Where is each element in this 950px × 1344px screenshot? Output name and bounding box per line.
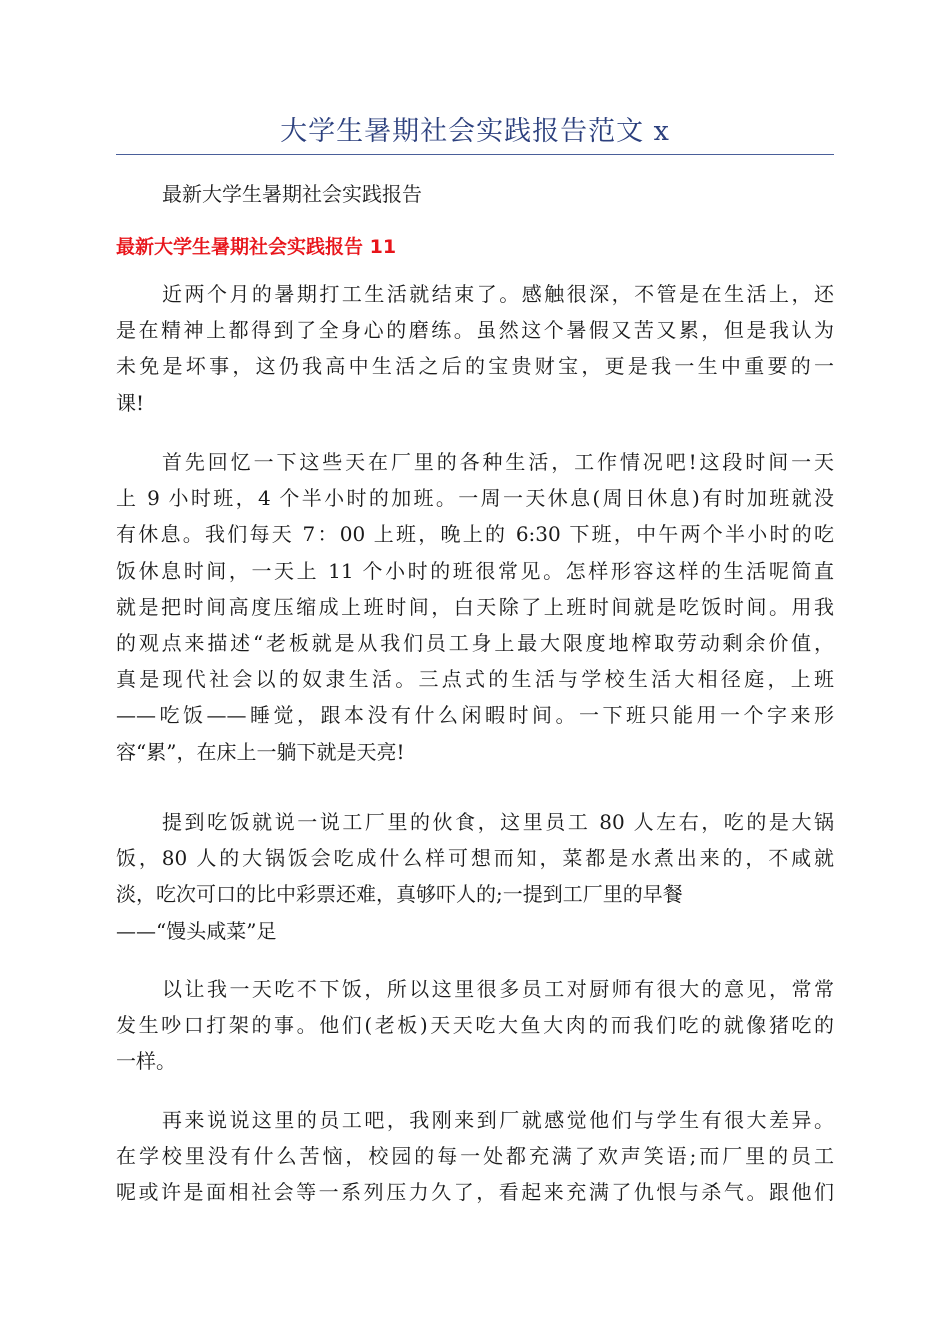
paragraph-line: 再来说说这里的员工吧，我刚来到厂就感觉他们与学生有很大差异。 — [162, 1108, 834, 1132]
paragraph-line: 提到吃饭就说一说工厂里的伙食，这里员工 80 人左右，吃的是大锅 — [162, 810, 834, 834]
section-heading: 最新大学生暑期社会实践报告 11 — [116, 236, 397, 258]
paragraph-line: 呢或许是面相社会等一系列压力久了，看起来充满了仇恨与杀气。跟他们 — [116, 1180, 834, 1205]
document-subtitle: 最新大学生暑期社会实践报告 — [162, 182, 422, 206]
paragraph-3 — [116, 804, 834, 949]
paragraph-line: 课! — [116, 390, 145, 415]
title-underline — [116, 154, 834, 155]
paragraph-line: 发生吵口打架的事。他们(老板)天天吃大鱼大肉的而我们吃的就像猪吃的 — [116, 1013, 834, 1038]
paragraph-line: 在学校里没有什么苦恼，校园的每一处都充满了欢声笑语;而厂里的员工 — [116, 1144, 834, 1169]
paragraph-line: 饭休息时间，一天上 11 个小时的班很常见。怎样形容这样的生活呢简直 — [116, 558, 834, 583]
paragraph-line: 未免是坏事，这仍我高中生活之后的宝贵财宝，更是我一生中重要的一 — [116, 354, 834, 379]
paragraph-line: 有休息。我们每天 7：00 上班，晚上的 6:30 下班，中午两个半小时的吃 — [116, 522, 834, 547]
paragraph-2 — [116, 444, 834, 770]
paragraph-line: 近两个月的暑期打工生活就结束了。感触很深，不管是在生活上，还 — [162, 282, 834, 306]
paragraph-line: 容“累”，在床上一躺下就是天亮! — [116, 739, 405, 764]
paragraph-line: 首先回忆一下这些天在厂里的各种生活，工作情况吧!这段时间一天 — [162, 450, 834, 474]
document-title: 大学生暑期社会实践报告范文 x — [280, 116, 670, 147]
paragraph-line: ——吃饭——睡觉，跟本没有什么闲暇时间。一下班只能用一个字来形 — [116, 703, 834, 728]
paragraph-line: 一样。 — [116, 1049, 176, 1074]
paragraph-line: 真是现代社会以的奴隶生活。三点式的生活与学校生活大相径庭，上班 — [116, 667, 834, 692]
paragraph-line: 是在精神上都得到了全身心的磨练。虽然这个暑假又苦又累，但是我认为 — [116, 318, 834, 343]
paragraph-line: ——“馒头咸菜”足 — [116, 918, 277, 943]
paragraph-line: 饭，80 人的大锅饭会吃成什么样可想而知，菜都是水煮出来的，不咸就 — [116, 846, 834, 871]
paragraph-4 — [116, 971, 834, 1080]
paragraph-line: 淡，吃次可口的比中彩票还难，真够吓人的;一提到工厂里的早餐 — [116, 882, 683, 907]
paragraph-1 — [116, 276, 834, 421]
paragraph-line: 以让我一天吃不下饭，所以这里很多员工对厨师有很大的意见，常常 — [162, 977, 834, 1001]
paragraph-5 — [116, 1102, 834, 1211]
paragraph-line: 上 9 小时班，4 个半小时的加班。一周一天休息(周日休息)有时加班就没 — [116, 486, 834, 511]
paragraph-line: 就是把时间高度压缩成上班时间，白天除了上班时间就是吃饭时间。用我 — [116, 594, 834, 619]
paragraph-line: 的观点来描述“老板就是从我们员工身上最大限度地榨取劳动剩余价值， — [116, 630, 834, 655]
